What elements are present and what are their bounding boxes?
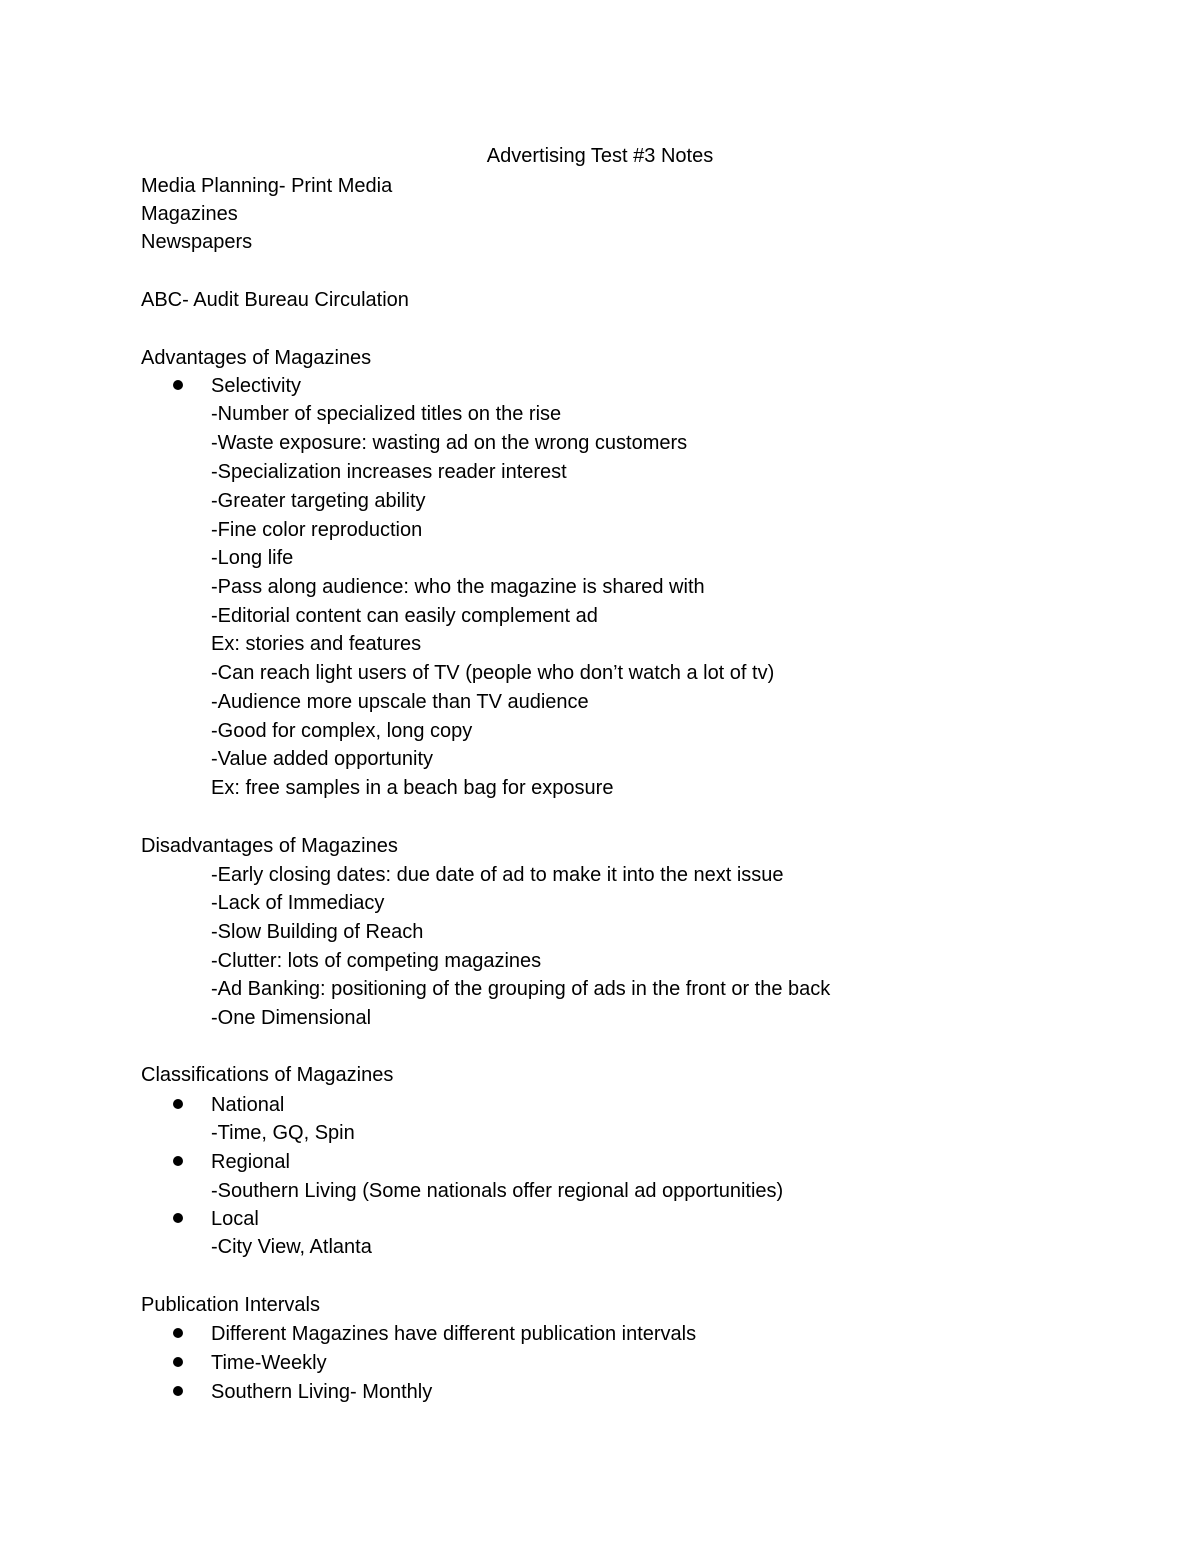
disadvantages-heading: Disadvantages of Magazines xyxy=(141,835,398,857)
bullet-icon xyxy=(173,1386,183,1396)
bullet-icon xyxy=(173,1357,183,1367)
advantage-item: -Audience more upscale than TV audience xyxy=(211,691,589,713)
bullet-text: Different Magazines have different publication intervals xyxy=(211,1323,697,1345)
advantage-item: -Editorial content can easily complement ad xyxy=(211,605,598,627)
advantage-item: -Can reach light users of TV (people who don’t watch a lot of tv) xyxy=(211,662,775,684)
advantage-item: -Specialization increases reader interest xyxy=(211,461,567,483)
classification-detail: -Time, GQ, Spin xyxy=(211,1122,355,1144)
classifications-heading: Classifications of Magazines xyxy=(141,1064,394,1086)
advantage-item: -Waste exposure: wasting ad on the wrong customers xyxy=(211,432,688,454)
intro-line: Media Planning- Print Media xyxy=(141,175,393,197)
advantages-bullet xyxy=(173,372,301,401)
classification-detail: -Southern Living (Some nationals offer regional ad opportunities) xyxy=(211,1180,784,1202)
advantage-item: -Greater targeting ability xyxy=(211,490,426,512)
bullet-icon xyxy=(173,1156,183,1166)
advantage-item: -Pass along audience: who the magazine is shared with xyxy=(211,576,705,598)
advantage-item: -Long life xyxy=(211,547,294,569)
interval-bullet xyxy=(173,1378,432,1407)
interval-bullet xyxy=(173,1349,327,1378)
classification-bullet xyxy=(173,1148,290,1177)
bullet-icon xyxy=(173,1099,183,1109)
bullet-text: Time-Weekly xyxy=(211,1352,327,1374)
advantage-item: Ex: free samples in a beach bag for exposure xyxy=(211,777,614,799)
advantage-item: -Number of specialized titles on the rise xyxy=(211,403,562,425)
bullet-text: National xyxy=(211,1094,285,1116)
document-title: Advertising Test #3 Notes xyxy=(486,145,714,167)
bullet-icon xyxy=(173,1213,183,1223)
abc-line: ABC- Audit Bureau Circulation xyxy=(141,289,409,311)
bullet-icon xyxy=(173,380,183,390)
bullet-text: Selectivity xyxy=(211,375,302,397)
advantage-item: -Good for complex, long copy xyxy=(211,720,473,742)
disadvantage-item: -Ad Banking: positioning of the grouping of ads in the front or the back xyxy=(211,978,831,1000)
bullet-icon xyxy=(173,1328,183,1338)
advantages-heading: Advantages of Magazines xyxy=(141,347,372,369)
disadvantage-item: -Lack of Immediacy xyxy=(211,892,385,914)
advantage-item: Ex: stories and features xyxy=(211,633,422,655)
intervals-heading: Publication Intervals xyxy=(141,1294,320,1316)
intro-line: Newspapers xyxy=(141,231,253,253)
classification-bullet xyxy=(173,1205,259,1234)
bullet-text: Southern Living- Monthly xyxy=(211,1381,433,1403)
classification-detail: -City View, Atlanta xyxy=(211,1236,372,1258)
advantage-item: -Fine color reproduction xyxy=(211,519,423,541)
classification-bullet xyxy=(173,1091,284,1120)
disadvantage-item: -One Dimensional xyxy=(211,1007,372,1029)
bullet-text: Regional xyxy=(211,1151,290,1173)
disadvantage-item: -Slow Building of Reach xyxy=(211,921,424,943)
disadvantage-item: -Early closing dates: due date of ad to make it into the next issue xyxy=(211,864,784,886)
disadvantage-item: -Clutter: lots of competing magazines xyxy=(211,950,542,972)
intro-line: Magazines xyxy=(141,203,238,225)
bullet-text: Local xyxy=(211,1208,259,1230)
advantage-item: -Value added opportunity xyxy=(211,748,434,770)
interval-bullet xyxy=(173,1320,696,1349)
